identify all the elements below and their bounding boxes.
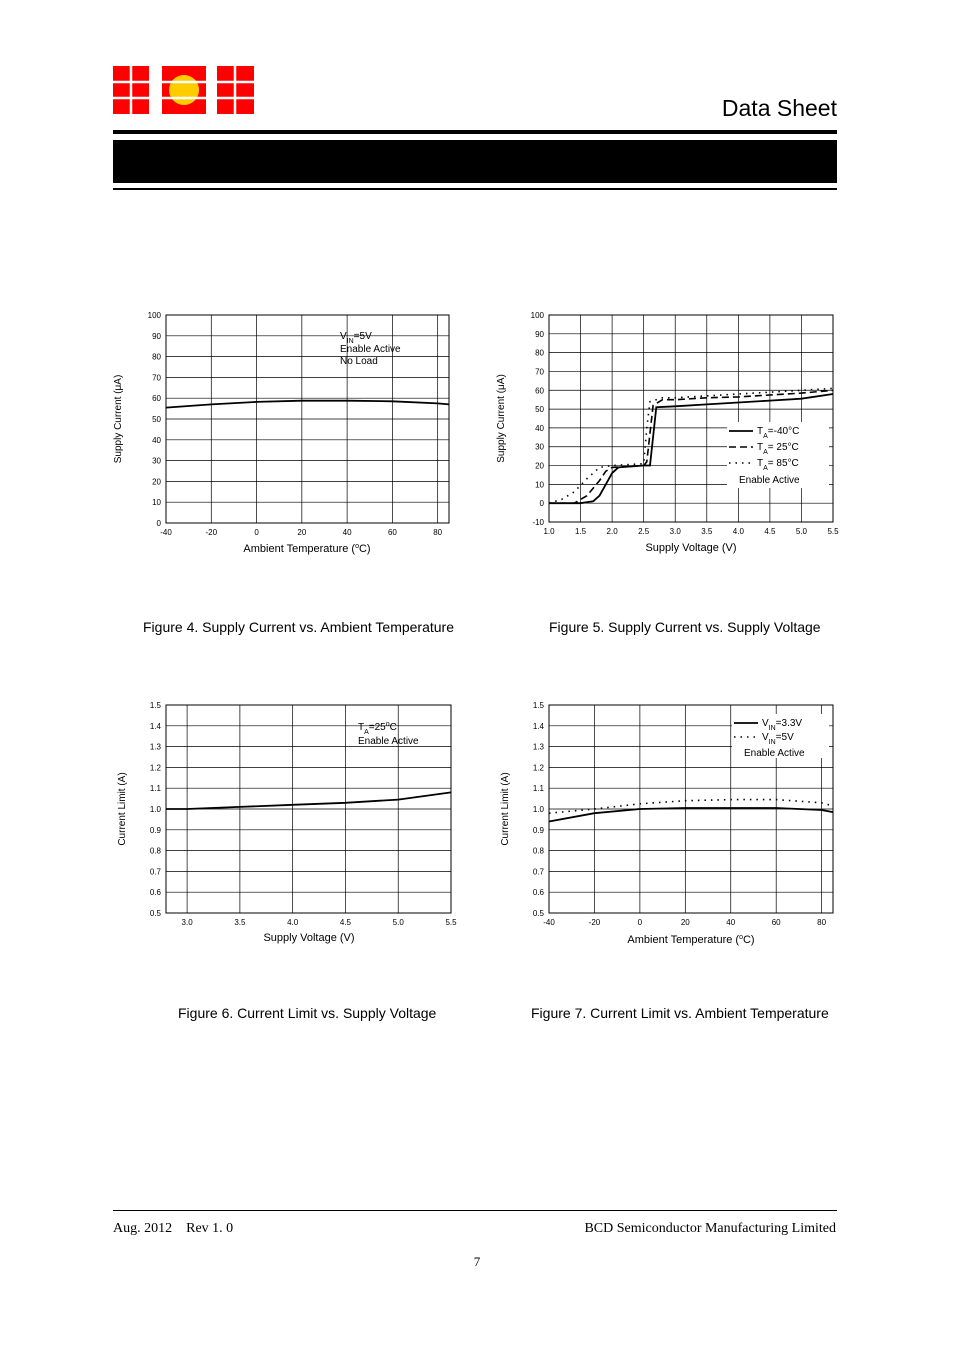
y-tick-label: 0.5 xyxy=(532,909,544,918)
y-tick-label: 60 xyxy=(535,386,544,396)
y-axis-label: Supply Current (μA) xyxy=(496,374,507,463)
x-tick-label: 60 xyxy=(771,918,781,927)
y-tick-label: 100 xyxy=(147,311,161,320)
x-tick-label: -20 xyxy=(588,918,601,927)
x-tick-label: 2.0 xyxy=(606,527,618,536)
x-tick-label: 4.5 xyxy=(339,918,352,927)
y-axis-label: Current Limit (A) xyxy=(117,772,128,846)
y-tick-label: 40 xyxy=(152,435,161,445)
document-title: Data Sheet xyxy=(721,95,837,121)
y-axis-label: Supply Current (μA) xyxy=(113,374,124,464)
annotation-line-1: $V_{IN}=5V$ xyxy=(340,331,372,345)
x-tick-label: 40 xyxy=(342,528,352,537)
x-tick-label: -40 xyxy=(543,918,555,927)
y-tick-label: 1.4 xyxy=(532,721,544,731)
y-tick-label: 0.7 xyxy=(532,867,544,877)
x-axis-label: Supply Voltage (V) xyxy=(263,932,355,944)
chart-supply-current-vs-temperature xyxy=(100,300,470,570)
y-tick-label: 20 xyxy=(535,461,544,471)
y-tick-label: 20 xyxy=(152,477,161,487)
header-rule xyxy=(113,130,837,134)
y-tick-label: 0.6 xyxy=(532,888,544,898)
y-tick-label: 30 xyxy=(535,442,544,452)
figure-4-caption: Figure 4. Supply Current vs. Ambient Temperature xyxy=(143,619,455,635)
page-number: 7 xyxy=(473,1254,481,1269)
legend-label: $T_A= 85^\circ C$ xyxy=(757,458,799,472)
figure-6-caption: Figure 6. Current Limit vs. Supply Voltage xyxy=(178,1005,437,1021)
y-tick-label: 1.0 xyxy=(149,805,161,814)
x-tick-label: 0 xyxy=(637,918,643,927)
y-tick-label: 70 xyxy=(535,367,544,377)
y-tick-label: 1.2 xyxy=(149,763,161,773)
y-tick-label: 90 xyxy=(152,331,161,341)
series-line-1 xyxy=(549,808,833,822)
y-tick-label: 80 xyxy=(152,352,161,362)
x-tick-label: 5.0 xyxy=(392,918,404,927)
y-tick-label: 0.8 xyxy=(149,846,161,856)
x-axis-label: Supply Voltage (V) xyxy=(645,542,737,554)
x-tick-label: 3.0 xyxy=(181,918,193,927)
y-tick-label: 40 xyxy=(535,423,544,433)
annotation-line-2: Enable Active xyxy=(358,736,419,747)
y-tick-label: 0 xyxy=(156,519,161,528)
y-tick-label: 1.3 xyxy=(532,742,544,752)
y-tick-label: 10 xyxy=(535,480,544,490)
x-tick-label: 5.5 xyxy=(445,918,457,927)
y-tick-label: 1.5 xyxy=(149,701,161,710)
x-tick-label: 5.0 xyxy=(795,527,808,536)
x-tick-label: 5.5 xyxy=(827,527,839,536)
y-tick-label: 1.5 xyxy=(532,701,544,710)
bcd-logo xyxy=(113,64,255,116)
x-tick-label: -40 xyxy=(160,528,172,537)
y-tick-label: 10 xyxy=(152,498,161,508)
series-line-2 xyxy=(549,800,833,814)
chart-supply-current-vs-voltage xyxy=(490,300,850,570)
header-band xyxy=(113,140,837,183)
y-tick-label: 30 xyxy=(152,456,161,466)
y-tick-label: 0.6 xyxy=(149,888,161,898)
y-tick-label: 70 xyxy=(152,373,161,383)
figure-7-caption: Figure 7. Current Limit vs. Ambient Temperature xyxy=(531,1005,829,1021)
x-tick-label: 4.0 xyxy=(732,527,744,536)
header-underline xyxy=(113,188,837,190)
legend-label: $T_A=-40^\circ C$ xyxy=(757,426,800,440)
x-tick-label: 0 xyxy=(254,528,259,537)
x-tick-label: 4.0 xyxy=(287,918,299,927)
x-tick-label: 1.5 xyxy=(574,527,587,536)
y-tick-label: 90 xyxy=(535,329,544,339)
legend-label: $V_{IN}=5V$ xyxy=(762,732,794,746)
x-tick-label: 20 xyxy=(680,918,690,927)
x-tick-label: 40 xyxy=(726,918,736,927)
y-tick-label: -10 xyxy=(532,518,544,527)
x-tick-label: 2.5 xyxy=(638,527,650,536)
annotation-enable-active: Enable Active xyxy=(744,748,805,759)
annotation-line-3: No Load xyxy=(340,356,378,367)
annotation-enable-active: Enable Active xyxy=(739,475,800,486)
y-tick-label: 0.8 xyxy=(532,846,544,856)
y-tick-label: 100 xyxy=(530,311,544,320)
x-tick-label: -20 xyxy=(205,528,218,537)
logo-yellow-dot xyxy=(169,75,199,105)
y-tick-label: 1.1 xyxy=(149,784,161,794)
y-tick-label: 50 xyxy=(535,405,544,415)
footer-date-revision: Aug. 2012 Rev 1. 0 xyxy=(113,1221,234,1236)
y-tick-label: 0 xyxy=(539,499,544,509)
x-tick-label: 60 xyxy=(387,528,397,537)
series-line-1 xyxy=(166,401,449,408)
x-tick-label: 80 xyxy=(817,918,827,927)
annotation-line-1: $T_A=25^oC$ xyxy=(358,721,397,736)
x-tick-label: 1.0 xyxy=(543,527,555,536)
chart-current-limit-vs-voltage xyxy=(100,690,470,960)
y-tick-label: 1.4 xyxy=(149,721,161,731)
y-tick-label: 0.5 xyxy=(149,909,161,918)
x-axis-label: Ambient Temperature ($^o$C) xyxy=(243,543,371,555)
y-tick-label: 1.1 xyxy=(532,784,544,794)
figure-5-caption: Figure 5. Supply Current vs. Supply Voltage xyxy=(549,619,821,635)
y-tick-label: 50 xyxy=(152,415,161,424)
x-axis-label: Ambient Temperature ($^o$C) xyxy=(627,934,755,946)
chart-current-limit-vs-temperature xyxy=(490,690,850,960)
y-tick-label: 1.0 xyxy=(532,805,544,814)
legend-label: $V_{IN}=3.3V$ xyxy=(762,718,803,732)
series-line-1 xyxy=(166,792,451,809)
x-tick-label: 4.5 xyxy=(764,527,776,536)
x-tick-label: 3.5 xyxy=(701,527,713,536)
x-tick-label: 20 xyxy=(297,528,307,537)
legend-label: $T_A= 25^\circ C$ xyxy=(757,442,799,456)
y-tick-label: 0.7 xyxy=(149,867,161,877)
footer-company: BCD Semiconductor Manufacturing Limited xyxy=(584,1221,836,1236)
y-tick-label: 0.9 xyxy=(532,825,544,835)
annotation-line-2: Enable Active xyxy=(340,344,401,355)
y-tick-label: 1.2 xyxy=(532,763,544,773)
y-tick-label: 60 xyxy=(152,394,161,404)
y-axis-label: Current Limit (A) xyxy=(500,772,511,846)
y-tick-label: 0.9 xyxy=(149,825,161,835)
x-tick-label: 80 xyxy=(433,528,443,537)
x-tick-label: 3.0 xyxy=(669,527,681,536)
y-tick-label: 80 xyxy=(535,348,544,358)
footer-rule xyxy=(113,1210,837,1211)
y-tick-label: 1.3 xyxy=(149,742,161,752)
x-tick-label: 3.5 xyxy=(234,918,246,927)
